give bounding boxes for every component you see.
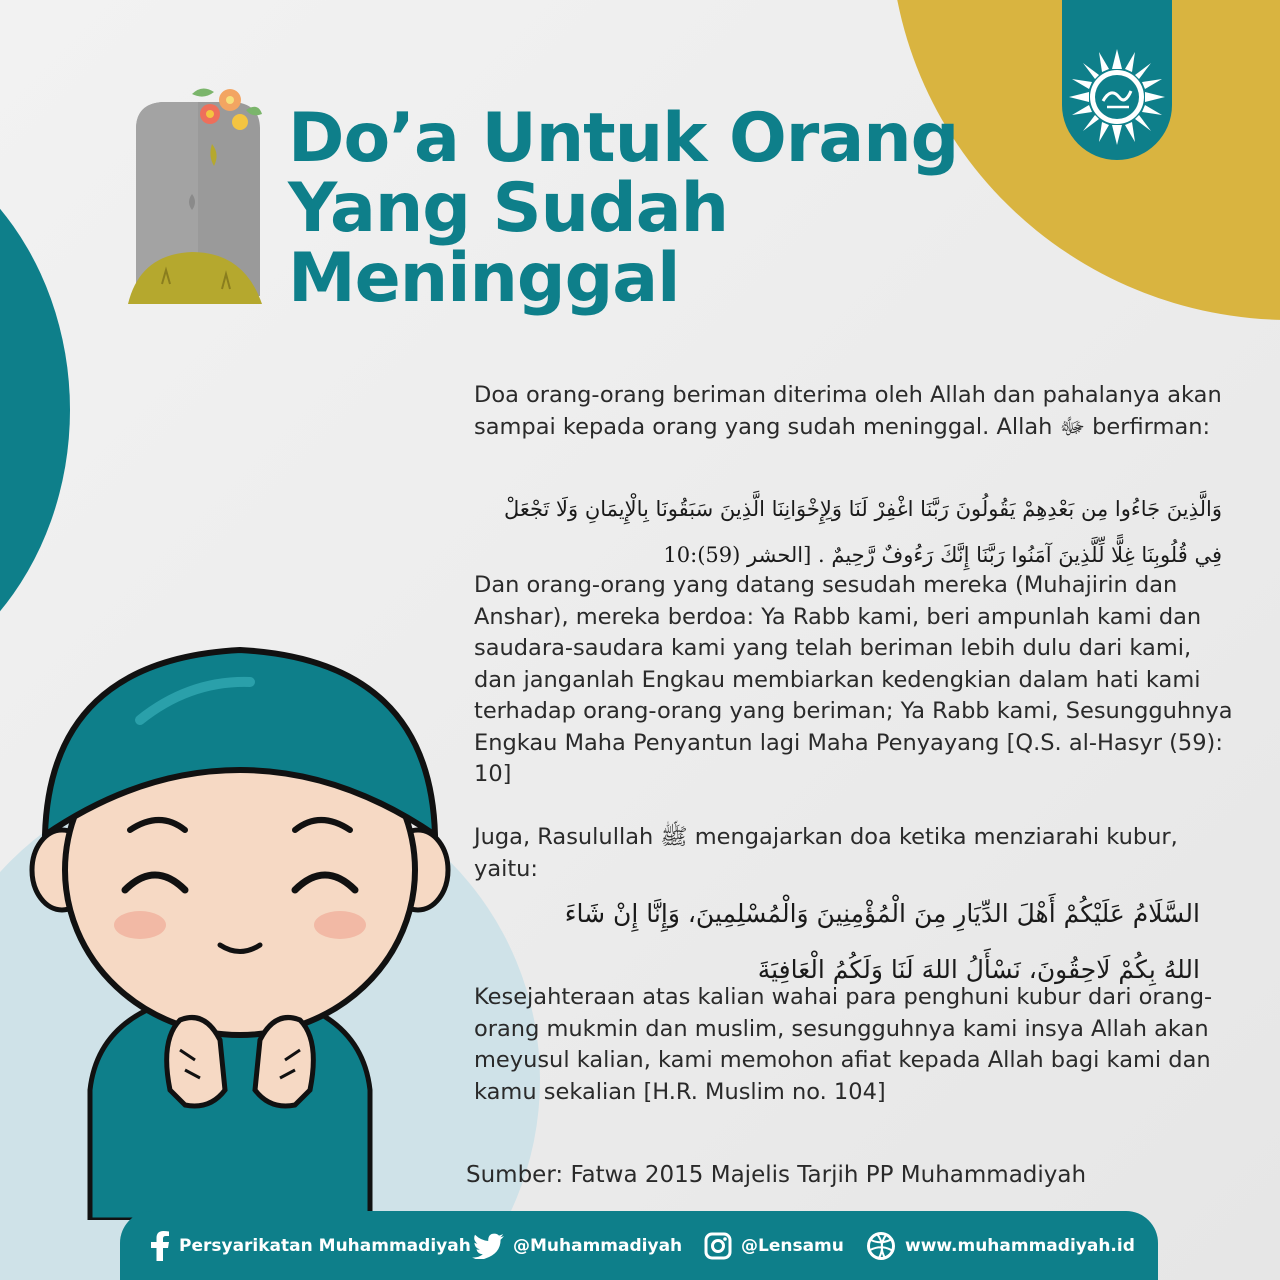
twitter-label: @Muhammadiyah (513, 1235, 683, 1256)
sun-emblem-icon (1067, 47, 1167, 147)
instagram-icon (704, 1232, 732, 1260)
facebook-label: Persyarikatan Muhammadiyah (179, 1235, 471, 1256)
twitter-icon (472, 1233, 504, 1259)
globe-icon (866, 1231, 896, 1261)
gravestone-illustration (122, 84, 272, 309)
social-footer (120, 1211, 1158, 1280)
facebook-link[interactable] (150, 1211, 471, 1280)
quran-verse-arabic: وَالَّذِينَ جَاءُوا مِن بَعْدِهِمْ يَقُولُونَ رَبَّنَا اغْفِرْ لَنَا وَلِإِخْوَانِنَا الَّذِينَ سَبَقُونَا بِالْإِيمَانِ وَلَا تَجْعَلْ فِي قُلُوبِنَا غِلًّا لِّلَّذِينَ آمَنُوا رَبَّنَا إِنَّكَ رَءُوفٌ رَّحِيمٌ . [الحشر (59):10 (503, 497, 1222, 567)
hadith-intro: Juga, Rasulullah ﷺ mengajarkan doa ketika menziarahi kubur, yaitu: (474, 824, 1178, 882)
hadith-translation: Kesejahteraan atas kalian wahai para penghuni kubur dari orang-orang mukmin dan muslim, sesungguhnya kami insya Allah akan meyusul kalian, kami memohon afiat kepada Allah bagi kami dan kamu sekalian [H.R. Muslim no. 104] (474, 984, 1213, 1105)
twitter-link[interactable] (472, 1211, 682, 1280)
page-title (288, 99, 959, 318)
website-link[interactable] (866, 1211, 1135, 1280)
website-label: www.muhammadiyah.id (905, 1235, 1135, 1256)
verse-translation: Dan orang-orang yang datang sesudah mereka (Muhajirin dan Anshar), mereka berdoa: Ya Rabb kami, beri ampunlah kami dan saudara-saudara kami yang telah beriman lebih dulu dari kami, dan janganlah Engkau membiarkan kedengkian dalam hati kami terhadap orang-orang yang beriman; Ya Rabb kami, Sesungguhnya Engkau Maha Penyantun lagi Maha Penyayang [Q.S. al-Hasyr (59): 10] (474, 572, 1233, 787)
instagram-link[interactable] (704, 1211, 844, 1280)
title-line-1: Do’a Untuk Orang (288, 99, 959, 178)
facebook-icon (150, 1231, 170, 1261)
praying-boy-illustration (20, 620, 460, 1220)
teal-circle-decoration (0, 120, 70, 700)
hadith-arabic: السَّلَامُ عَلَيْكُمْ أَهْلَ الدِّيَارِ مِنَ الْمُؤْمِنِينَ وَالْمُسْلِمِينَ، وَإِنَّا إِنْ شَاءَ اللهُ بِكُمْ لَاحِقُونَ، نَسْأَلُ اللهَ لَنَا وَلَكُمُ الْعَافِيَةَ (564, 899, 1200, 984)
title-line-3: Meninggal (288, 239, 680, 318)
source-citation: Sumber: Fatwa 2015 Majelis Tarjih PP Muhammadiyah (466, 1162, 1087, 1188)
title-line-2: Yang Sudah (288, 169, 729, 248)
instagram-label: @Lensamu (741, 1235, 844, 1256)
intro-paragraph: Doa orang-orang beriman diterima oleh Allah dan pahalanya akan sampai kepada orang yang sudah meninggal. Allah ﷻ berfirman: (474, 382, 1222, 440)
muhammadiyah-logo (1062, 0, 1172, 160)
